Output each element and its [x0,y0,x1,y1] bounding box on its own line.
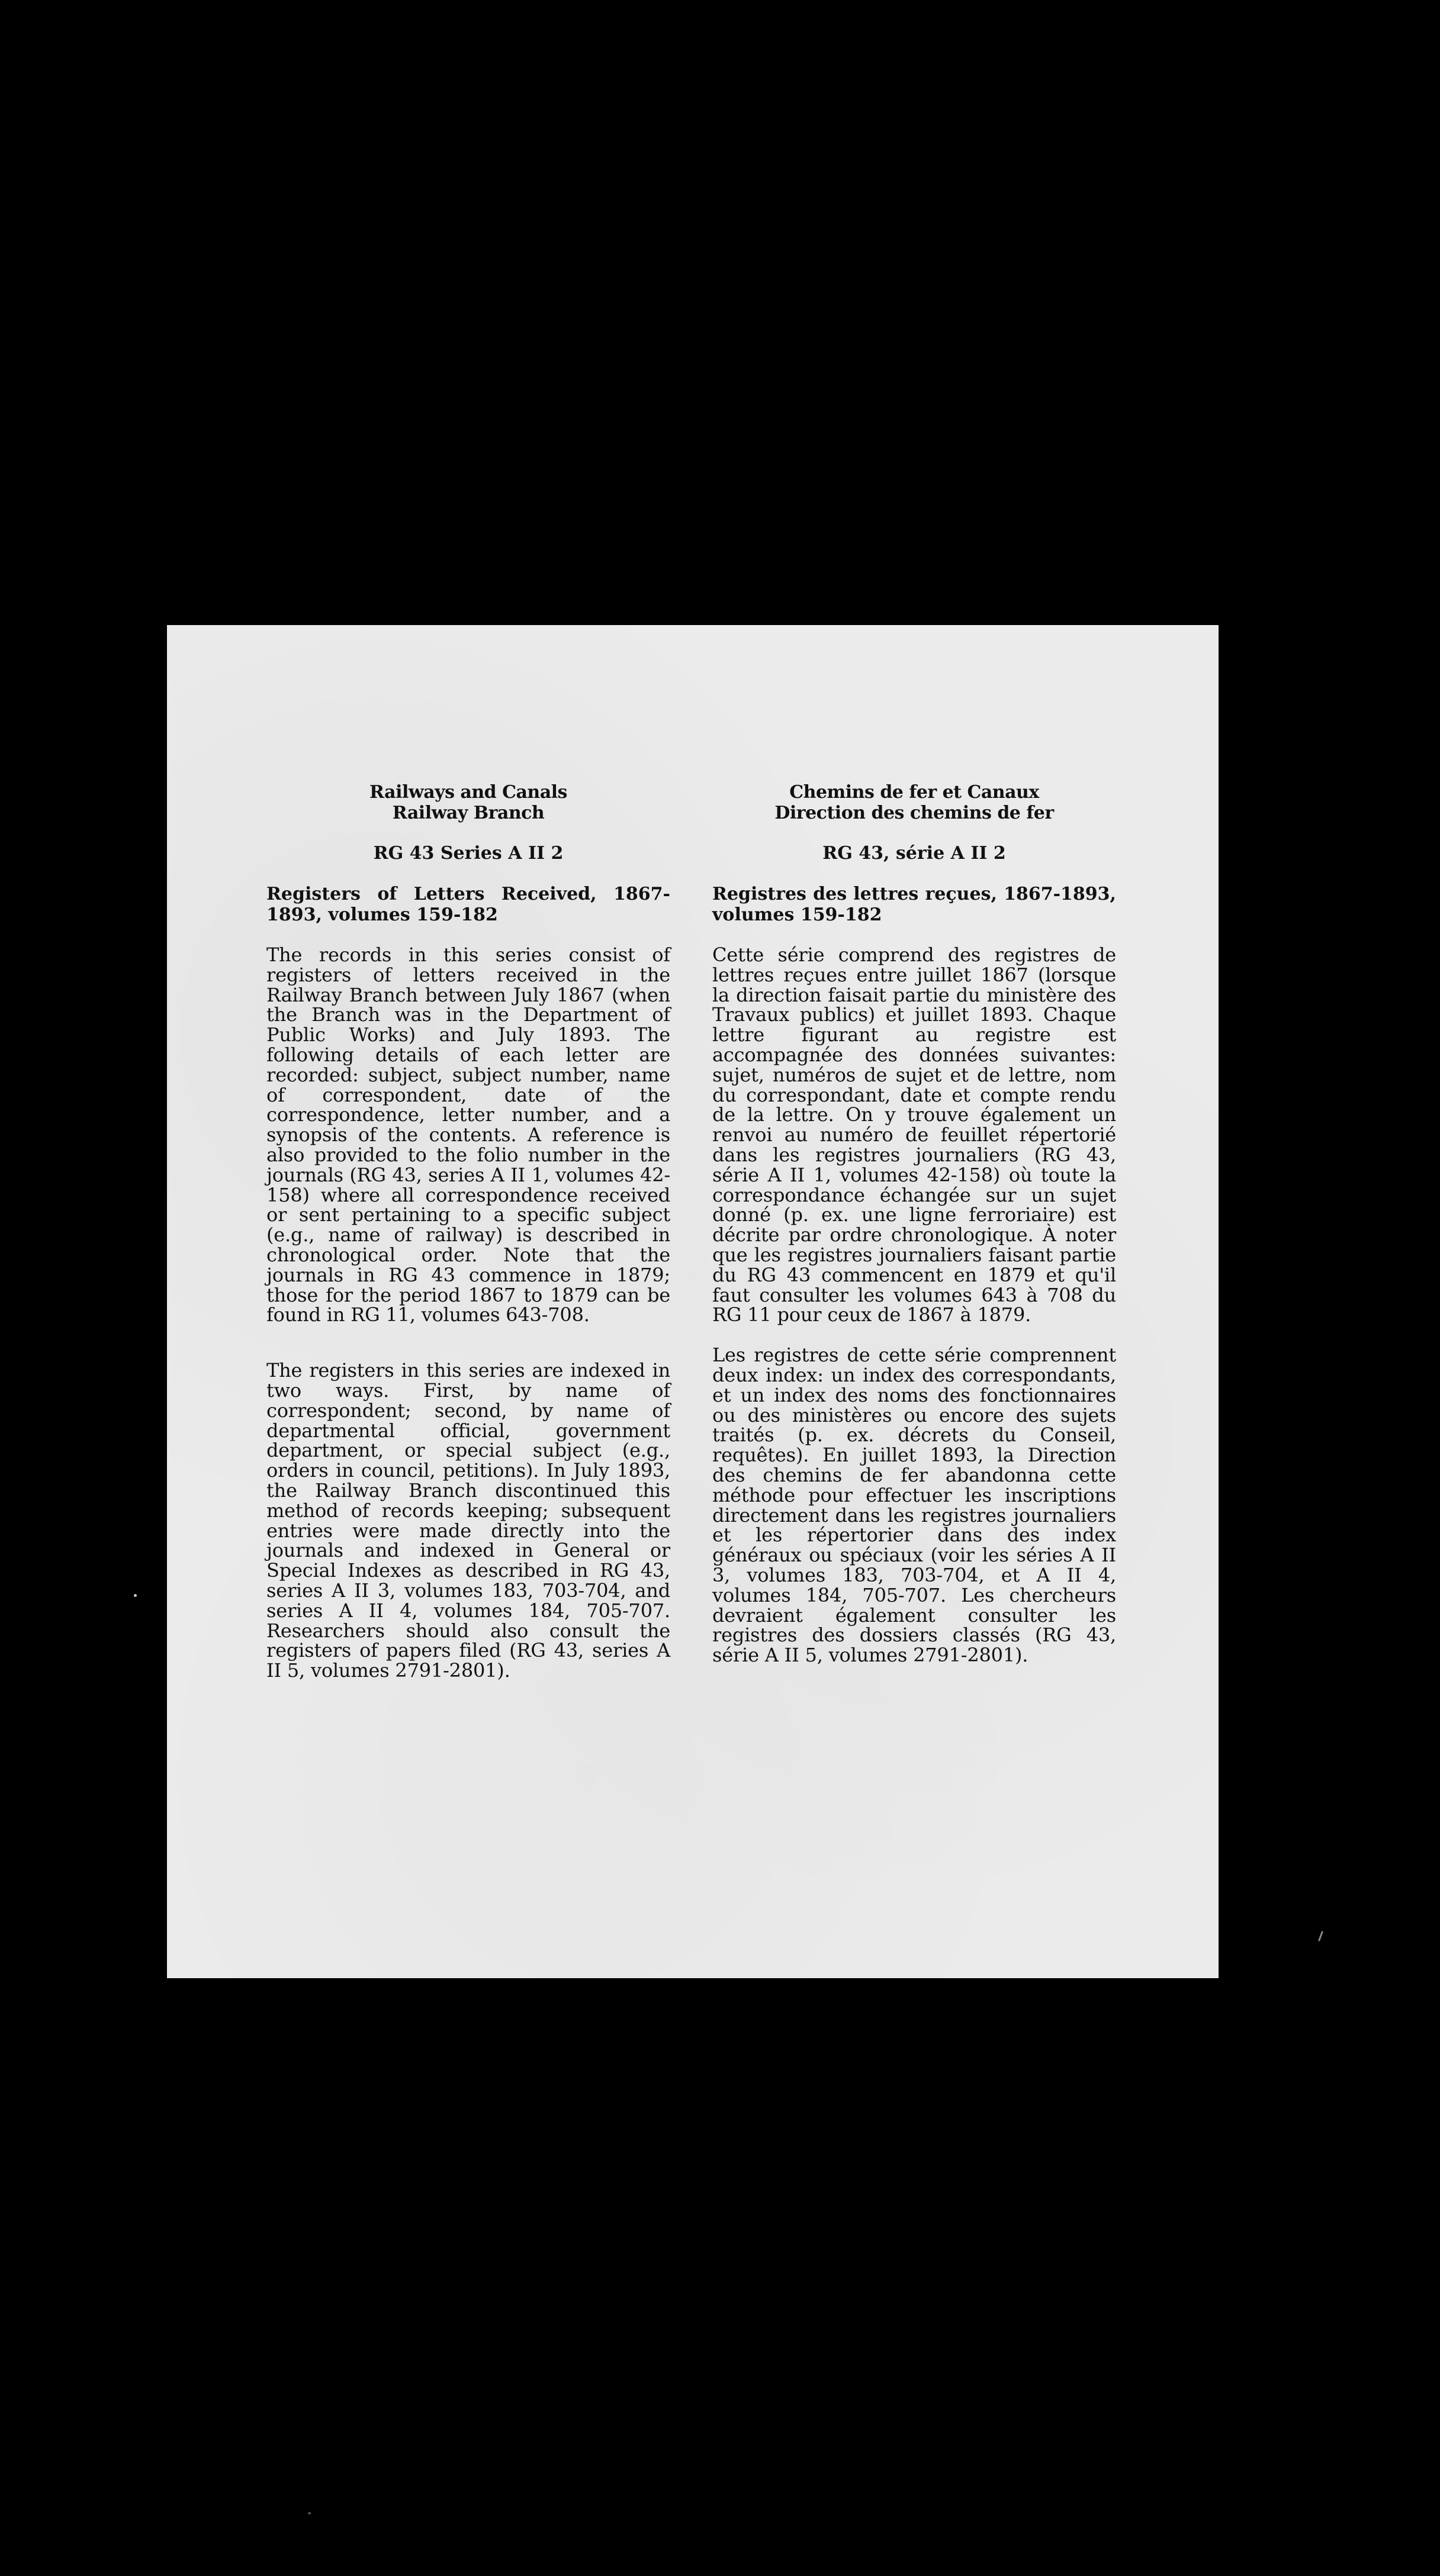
scan-speck [1318,1931,1323,1941]
english-column [266,782,670,1681]
french-heading [712,782,1116,823]
french-heading-line2: Direction des chemins de fer [774,803,1054,823]
scan-speck [134,1594,137,1597]
english-heading-line1: Railways and Canals [369,782,567,803]
english-heading-line2: Railway Branch [392,803,545,823]
english-heading [266,782,670,823]
english-series-id: RG 43 Series A II 2 [373,843,564,864]
english-register-title: Registers of Letters Received, 1867-1893, volumes 159-182 [266,884,670,925]
french-register-title: Registres des lettres reçues, 1867-1893, volumes 159-182 [712,884,1116,925]
english-paragraph-2: The registers in this series are indexed in two ways. First, by name of correspondent; second, by name of departmental official, government department, or special subject (e.g., orders in council, petitions). In July 1893, the Railway Branch discontinued this method of records keeping; subsequent entries were made directly into the journals and indexed in General or Special Indexes as described in RG 43, series A II 3, volumes 183, 703-704, and series A II 4, volumes 184, 705-707. Researchers should also consult the registers of papers filed (RG 43, series A II 5, volumes 2791-2801). [266,1359,670,1682]
scan-speck [308,2512,311,2514]
french-paragraph-2: Les registres de cette série comprennent deux index: un index des correspondants, et un index des noms des fonctionnaires ou des ministères ou encore des sujets traités (p. ex. décrets du Conseil, requêtes). En juillet 1893, la Direction des chemins de fer abandonna cette méthode pour effectuer les inscriptions directement dans les registres journaliers et les répertorier dans des index généraux ou spéciaux (voir les séries A II 3, volumes 183, 703-704, et A II 4, volumes 184, 705-707. Les chercheurs devraient également consulter les registres des dossiers classés (RG 43, série A II 5, volumes 2791-2801). [712,1344,1116,1667]
french-paragraph-1: Cette série comprend des registres de lettres reçues entre juillet 1867 (lorsque la direction faisait partie du ministère des Travaux publics) et juillet 1893. Chaque lettre figurant au registre est accompagnée des données suivantes: sujet, numéros de sujet et de lettre, nom du correspondant, date et compte rendu de la lettre. On y trouve également un renvoi au numéro de feuillet répertorié dans les registres journaliers (RG 43, série A II 1, volumes 42-158) où toute la correspondance échangée sur un sujet donné (p. ex. une ligne ferroriaire) est décrite par ordre chronologique. À noter que les registres journaliers faisant partie du RG 43 commencent en 1879 et qu'il faut consulter les volumes 643 à 708 du RG 11 pour ceux de 1867 à 1879. [712,944,1116,1326]
french-heading-line1: Chemins de fer et Canaux [789,782,1039,803]
document-page [167,625,1219,1978]
french-column [712,782,1116,1666]
french-series-id: RG 43, série A II 2 [822,843,1006,864]
english-paragraph-1: The records in this series consist of registers of letters received in the Railway Branch between July 1867 (when the Branch was in the Department of Public Works) and July 1893. The following details of each letter are recorded: subject, subject number, name of correspondent, date of the correspondence, letter number, and a synopsis of the contents. A reference is also provided to the folio number in the journals (RG 43, series A II 1, volumes 42-158) where all correspondence received or sent pertaining to a specific subject (e.g., name of railway) is described in chronological order. Note that the journals in RG 43 commence in 1879; those for the period 1867 to 1879 can be found in RG 11, volumes 643-708. [266,944,670,1326]
